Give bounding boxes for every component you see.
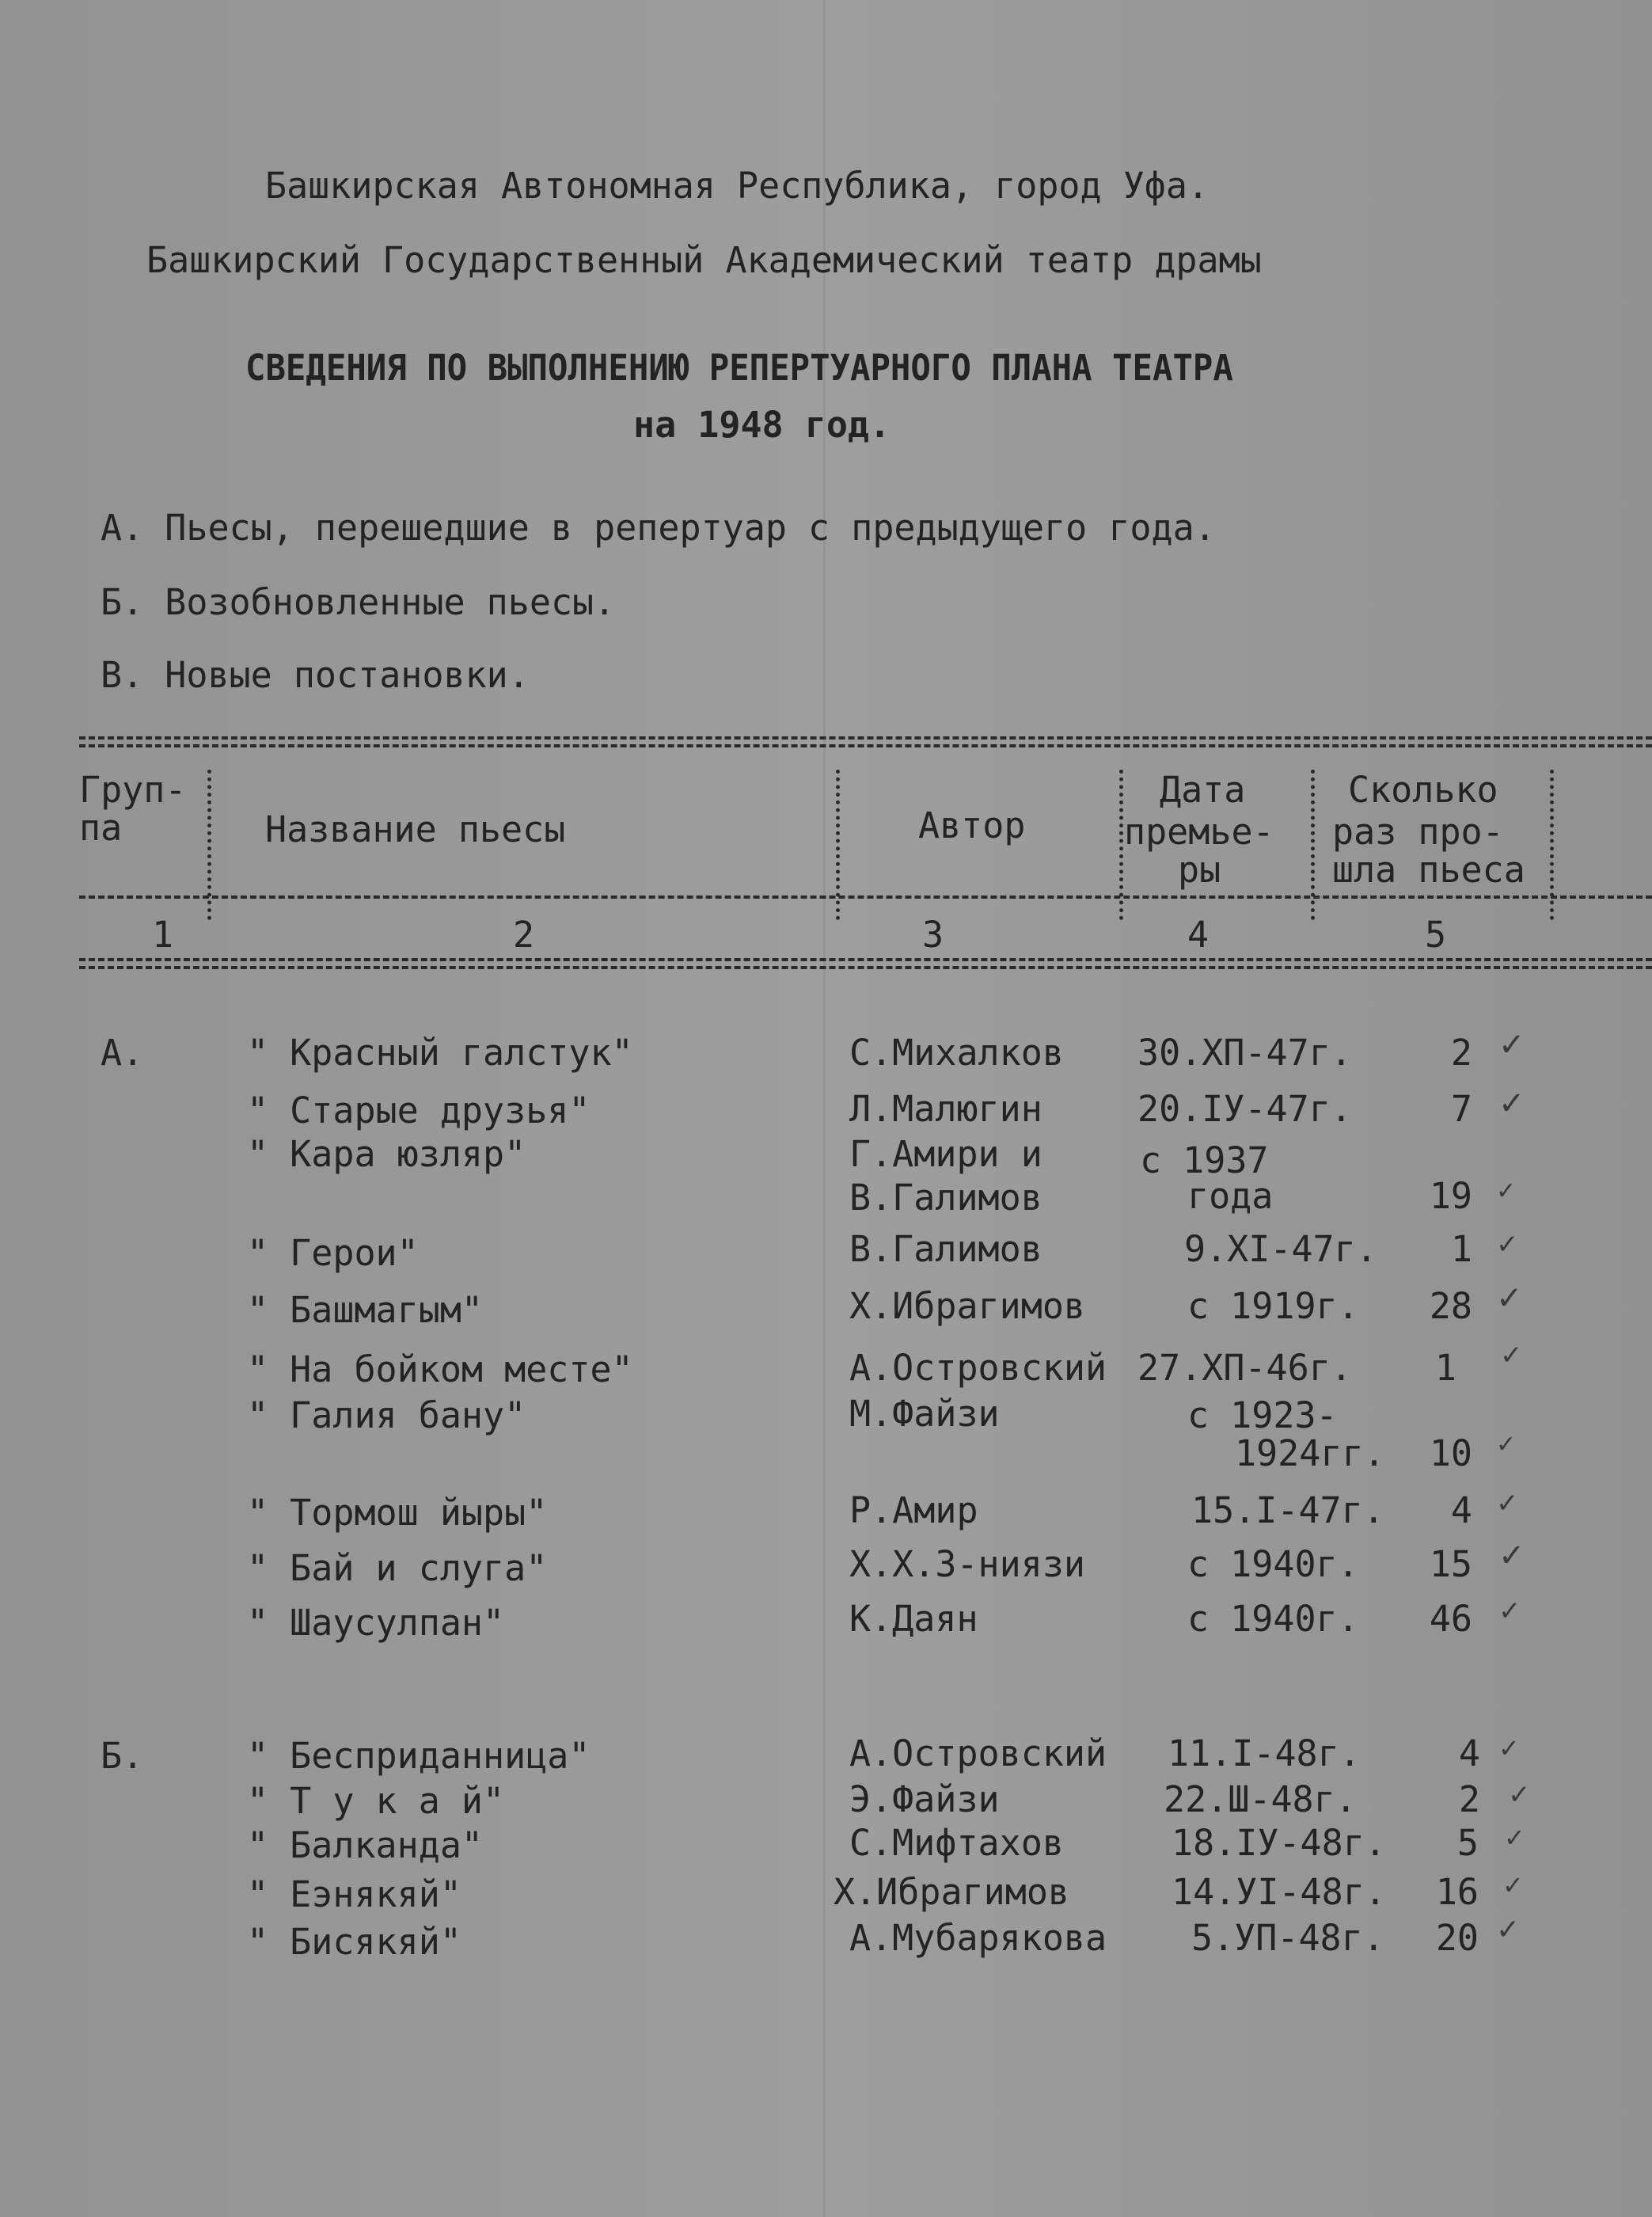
premiere-date-line2: года — [1187, 1175, 1274, 1217]
performance-count: 16 — [1435, 1871, 1479, 1913]
play-author: В.Галимов — [849, 1228, 1042, 1270]
play-author: М.Файзи — [849, 1393, 1000, 1435]
check-mark: ✓ — [1508, 1779, 1531, 1811]
check-mark: ✓ — [1502, 1870, 1524, 1900]
header-count-line: шла пьеса — [1332, 849, 1525, 891]
premiere-date: 27.ХП-46г. — [1137, 1347, 1352, 1389]
premiere-date: 15.I-47г. — [1191, 1489, 1384, 1531]
performance-count: 4 — [1458, 1732, 1480, 1774]
header-group-line: па — [79, 807, 123, 849]
play-author: Х.Х.З-ниязи — [849, 1543, 1086, 1585]
legend-item-b: Б. Возобновленные пьесы. — [101, 581, 616, 623]
performance-count: 15 — [1429, 1543, 1472, 1585]
play-title: " Старые друзья" — [247, 1089, 591, 1131]
play-author: К.Даян — [849, 1598, 978, 1640]
document-title: СВЕДЕНИЯ ПО ВЫПОЛНЕНИЮ РЕПЕРТУАРНОГО ПЛАНА ТЕАТРА — [245, 347, 1233, 389]
column-number: 2 — [513, 914, 535, 956]
premiere-date: с 1940г. — [1187, 1543, 1359, 1585]
legend-item-a: А. Пьесы, перешедшие в репертуар с предыдущего года. — [101, 507, 1216, 549]
check-mark: ✓ — [1496, 1914, 1521, 1946]
header-title: Название пьесы — [265, 808, 566, 850]
check-mark: ✓ — [1498, 1595, 1521, 1627]
table-top-rule — [79, 736, 1652, 747]
performance-count: 19 — [1429, 1175, 1472, 1217]
play-title: " Башмагым" — [247, 1289, 484, 1331]
check-mark: ✓ — [1496, 1229, 1519, 1261]
check-mark: ✓ — [1498, 1733, 1520, 1763]
column-separator — [1311, 770, 1315, 920]
column-number: 1 — [152, 914, 174, 956]
play-author: А.Мубарякова — [849, 1917, 1107, 1959]
premiere-date: с 1940г. — [1187, 1598, 1359, 1640]
check-mark: ✓ — [1500, 1340, 1523, 1371]
performance-count: 1 — [1434, 1347, 1456, 1389]
play-title: " Красный галстук" — [247, 1032, 633, 1074]
performance-count: 5 — [1456, 1822, 1479, 1864]
play-title: " Шаусулпан" — [247, 1602, 505, 1644]
play-author: Х.Ибрагимов — [849, 1285, 1086, 1327]
performance-count: 20 — [1435, 1917, 1479, 1959]
play-author: Л.Малюгин — [849, 1088, 1042, 1130]
document-subtitle: на 1948 год. — [633, 404, 891, 446]
column-number: 5 — [1425, 914, 1447, 956]
premiere-date: 9.XI-47г. — [1184, 1228, 1377, 1270]
check-mark: ✓ — [1496, 1280, 1523, 1317]
check-mark: ✓ — [1496, 1177, 1517, 1205]
header-date-line: ры — [1178, 849, 1221, 891]
column-number: 4 — [1187, 914, 1210, 956]
premiere-date: 14.УI-48г. — [1172, 1871, 1386, 1913]
performance-count: 28 — [1429, 1285, 1472, 1327]
paper-fold — [823, 0, 826, 2217]
column-number: 3 — [922, 914, 944, 956]
play-title: " На бойком месте" — [247, 1348, 633, 1390]
group-label-b: Б. — [101, 1735, 144, 1777]
premiere-date: с 1923- — [1187, 1394, 1338, 1436]
legend-item-v: В. Новые постановки. — [101, 654, 530, 696]
header-count-line: Сколько — [1348, 769, 1498, 811]
play-title: " Еэнякяй" — [247, 1873, 461, 1915]
play-author: С.Михалков — [849, 1032, 1064, 1074]
column-separator — [207, 770, 211, 920]
header-theatre-line: Башкирский Государственный Академический театр драмы — [146, 239, 1262, 281]
play-title: " Бисякяй" — [247, 1921, 461, 1963]
table-header-rule — [79, 896, 1652, 899]
column-separator — [836, 770, 840, 920]
performance-count: 10 — [1429, 1432, 1472, 1474]
premiere-date: 22.Ш-48г. — [1164, 1778, 1357, 1820]
play-title: " Т у к а й" — [247, 1780, 505, 1822]
premiere-date: 30.ХП-47г. — [1137, 1032, 1352, 1074]
performance-count: 46 — [1429, 1598, 1472, 1640]
premiere-date: 11.I-48г. — [1168, 1732, 1361, 1774]
play-author: Г.Амири и — [849, 1133, 1042, 1175]
performance-count: 2 — [1458, 1778, 1480, 1820]
header-group-line: Груп- — [79, 769, 187, 811]
premiere-date: с 1919г. — [1187, 1285, 1359, 1327]
check-mark: ✓ — [1498, 1086, 1525, 1122]
play-author: А.Островский — [849, 1347, 1107, 1389]
check-mark: ✓ — [1496, 1488, 1519, 1519]
play-title: " Галия бану" — [247, 1394, 526, 1436]
play-title: " Бесприданница" — [247, 1735, 591, 1777]
play-title: " Балканда" — [247, 1824, 484, 1866]
header-date-line: премье- — [1124, 811, 1274, 853]
check-mark: ✓ — [1504, 1823, 1525, 1853]
check-mark: ✓ — [1496, 1431, 1517, 1458]
performance-count: 2 — [1450, 1032, 1472, 1074]
play-author: А.Островский — [849, 1732, 1107, 1774]
premiere-date-line2: 1924гг. — [1235, 1432, 1385, 1474]
play-author-line2: В.Галимов — [849, 1177, 1042, 1219]
header-count-line: раз про- — [1332, 811, 1504, 853]
play-title: " Бай и слуга" — [247, 1547, 548, 1589]
premiere-date: с 1937 — [1140, 1139, 1269, 1181]
premiere-date: 18.IУ-48г. — [1172, 1822, 1386, 1864]
play-title: " Тормош йыры" — [247, 1492, 548, 1534]
play-title: " Кара юзляр" — [247, 1133, 526, 1175]
check-mark: ✓ — [1498, 1538, 1525, 1574]
header-date-line: Дата — [1160, 769, 1246, 811]
header-author: Автор — [918, 804, 1026, 846]
play-title: " Герои" — [247, 1232, 419, 1274]
column-separator — [1119, 770, 1123, 920]
check-mark: ✓ — [1498, 1027, 1525, 1063]
performance-count: 4 — [1450, 1489, 1472, 1531]
performance-count: 1 — [1450, 1228, 1472, 1270]
play-author: Р.Амир — [849, 1489, 978, 1531]
group-label-a: А. — [101, 1032, 144, 1074]
premiere-date: 20.IУ-47г. — [1137, 1088, 1352, 1130]
table-numbers-rule — [79, 958, 1652, 969]
performance-count: 7 — [1450, 1088, 1472, 1130]
play-author: С.Мифтахов — [849, 1822, 1064, 1864]
play-author: Э.Файзи — [849, 1778, 1000, 1820]
header-republic-line: Башкирская Автономная Республика, город Уфа. — [265, 165, 1210, 207]
premiere-date: 5.УП-48г. — [1191, 1917, 1384, 1959]
play-author: Х.Ибрагимов — [834, 1871, 1070, 1913]
column-separator — [1550, 770, 1554, 920]
